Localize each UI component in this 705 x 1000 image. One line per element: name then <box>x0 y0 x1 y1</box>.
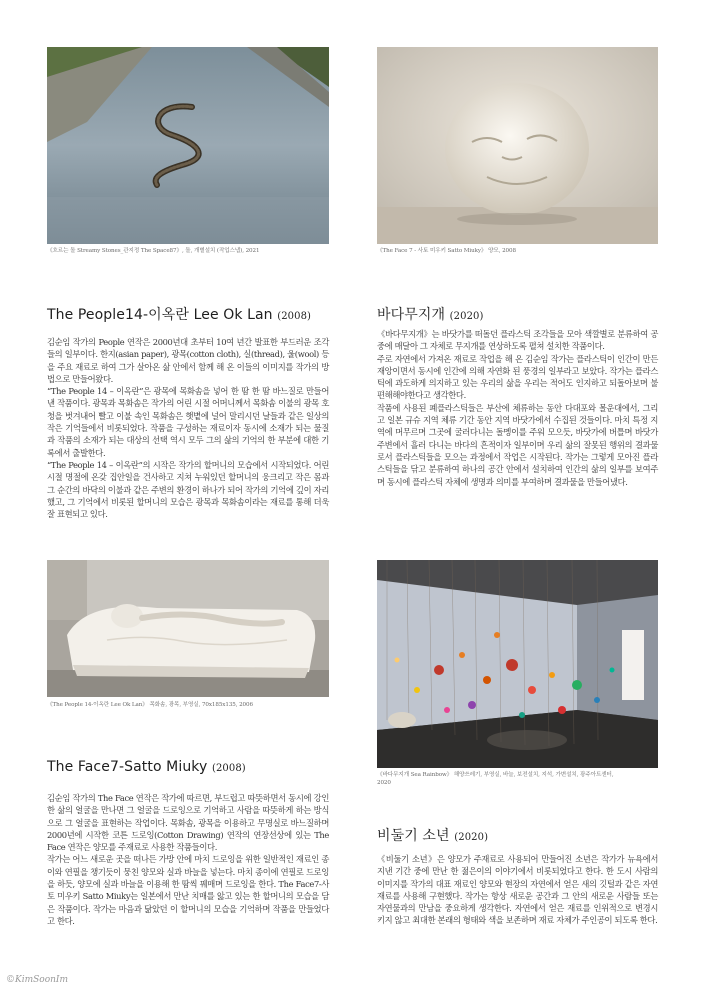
watermark-signature: ©KimSoonIm <box>6 975 69 985</box>
paragraph: 김순임 작가의 People 연작은 2000년대 초부터 10여 년간 발표한 부드러운 조각들의 일부이다. 한지(asian paper), 광목(cotton cloth), 실(thread), 울(wool) 등을 주요 재료로 하여 그가 살아온 삶 안에서 함께 해 온 이들의 이미지를 작가의 방법으로 만들어왔다. <box>47 337 329 384</box>
heading-rainbow <box>377 304 484 324</box>
paragraph: “The People 14 – 이옥란”은 광목에 목화솜을 넣어 한 땀 한 땀 바느질로 만들어낸 작품이다. 광목과 목화솜은 작가의 어린 시절 어머니께서 목화솜 이불의 광목 호청을 벗겨내어 빨고 이불 속인 목화솜은 햇볕에 널어 말리시던 날들과 같은 일상의 작은 기억들에서 비롯되었다. 작품을 구성하는 재료이자 동시에 소재가 되는 물질과 작품의 소재가 되는 대상의 선택 역시 모두 그의 삶의 기억의 한 부분에 대한 기록에서 출발한다. <box>47 386 329 458</box>
caption-face7: 《The Face 7 - 사토 미우키 Satto Miuky》 양모, 2008 <box>377 248 516 254</box>
paragraph: “The People 14 – 이옥란”의 시작은 작가의 할머니의 모습에서 시작되었다. 어린 시절 명절에 온갖 집안일을 건사하고 지쳐 누워있던 할머니의 웅크리고 작은 몸과 그 순간의 바닥의 이불과 같은 주변의 환경이 하나가 되어 작가의 기억에 깊이 자리했고, 그 기억에서 비롯된 할머니의 모습은 광목과 목화솜이라는 재료를 통해 더욱 잘 표현되고 있다. <box>47 459 329 520</box>
heading-rainbow-title: 바다무지개 <box>377 307 450 323</box>
heading-pigeon <box>377 825 488 845</box>
heading-rainbow-year: (2020) <box>449 311 484 322</box>
heading-face7-year: (2008) <box>211 763 246 774</box>
text-pigeon <box>377 853 658 927</box>
photo-sea-rainbow <box>377 560 658 768</box>
heading-people14-title: The People14-이옥란 Lee Ok Lan <box>47 307 278 323</box>
photo-people14 <box>47 560 329 697</box>
paragraph: 《비둘기 소년》은 양모가 주재료로 사용되어 만들어진 소년은 작가가 뉴욕에서 지낸 기간 중에 만난 한 젊은이의 이야기에서 비롯되었다고 한다. 한 도시 사람의 이미지를 작가의 대표 재료인 양모와 현장의 자연에서 얻은 새의 깃털과 같은 자연 재료를 사용해 구현했다. 작가는 항상 새로운 공간과 그 안의 새로운 사람들 또는 자연물과의 만남을 중요하게 생각한다. 자연에서 얻은 재료를 인위적으로 변경시키지 않고 최대한 본래의 형태와 색을 보존하며 재료 자체가 주인공이 되도록 한다. <box>377 854 658 926</box>
heading-pigeon-year: (2020) <box>454 832 489 843</box>
paragraph: 작가는 어느 새로운 곳을 떠나든 가방 안에 마치 드로잉을 위한 일반적인 재료인 종이와 연필을 챙기듯이 뭉친 양모와 실과 바늘을 넣는다. 마치 종이에 연필로 드로잉을 하듯, 양모에 실과 바늘을 이용해 한 땀씩 꿰매며 드로잉을 한다. The Face7-사토 미우키 Satto Miuky는 일본에서 만난 치매를 앓고 있는 한 할머니의 모습을 담은 작품이다. 작가는 마음과 닮았던 이 할머니의 모습을 기억하며 작품을 만들었다고 한다. <box>47 854 329 926</box>
paragraph: 작품에 사용된 폐플라스틱들은 부산에 체류하는 동안 다대포와 몰운대에서, 그리고 일본 규슈 지역 체류 기간 동안 지역 바닷가에서 수집된 것들이다. 마치 특정 지역에 머무르며 그곳에 굴러다니는 돌멩이를 주워 모으듯, 바닷가에 버틀며 바닷가 주변에서 흘러 다니는 바다의 흔적이자 일부이며 우리 삶의 잘못된 행위의 결과물로서 플라스틱들을 모으는 과정에서 작업은 시작된다. 작가는 그렇게 모아진 플라스틱들을 닦고 분류하여 하나의 공간 안에서 설치하여 인간의 삶의 일부를 보여주며 동시에 플라스틱 자체에 생명과 의미를 부여하며 결과물을 만들어냈다. <box>377 402 658 487</box>
paragraph: 주로 자연에서 가져온 재료로 작업을 해 온 김순임 작가는 플라스틱이 인간이 만든 재앙이면서 동시에 인간에 의해 자연화 된 풍경의 일부라고 보았다. 작가는 플라스틱에 과도하게 의지하고 있는 우리의 삶을 우리는 적어도 인지하고 되돌아보며 불편해해야한다고 생각한다. <box>377 353 658 401</box>
people14-image <box>47 560 329 697</box>
text-rainbow <box>377 328 658 488</box>
heading-people14-year: (2008) <box>277 311 312 322</box>
heading-pigeon-title: 비둘기 소년 <box>377 828 455 844</box>
paragraph: 김순임 작가의 The Face 연작은 작가에 따르면, 부드럽고 따뜻하면서 동시에 강인한 삶의 얼굴을 만나면 그 얼굴을 드로잉으로 기억하고 사람을 따뜻하게 하는 방식으로 그 얼굴을 표현하는 작업이다. 목화솜, 광목을 이용하고 무명실로 바느질하며 2000년에 시작한 코튼 드로잉(Cotton Drawing) 연작의 연장선상에 있는 The Face 연작은 양모를 주재료로 사용한 작품들이다. <box>47 793 329 853</box>
photo-face7 <box>377 47 658 244</box>
streamy-stones-image <box>47 47 329 244</box>
caption-sea-rainbow: 《바다무지개 Sea Rainbow》 해양쓰레기, 부영실, 바늘, 보전설치, 지석, 가변설치, 광주아트센터, 2020 <box>377 772 614 786</box>
caption-streamy-stones: 《흐르는 돌 Streamy Stones_관지정 The Space87》, 돌, 개별설치 (작업스냅), 2021 <box>47 248 260 254</box>
face7-image <box>377 47 658 244</box>
heading-people14 <box>47 304 311 324</box>
heading-face7 <box>47 759 246 775</box>
sea-rainbow-image <box>377 560 658 768</box>
text-face7 <box>47 792 329 927</box>
heading-face7-title: The Face7-Satto Miuky <box>47 759 212 775</box>
caption-people14: 《The People 14-이옥란 Lee Ok Lan》 목화솜, 광목, 부영실, 70x185x135, 2006 <box>47 702 253 708</box>
text-people14 <box>47 336 329 520</box>
photo-streamy-stones <box>47 47 329 244</box>
paragraph: 《바다무지개》는 바닷가를 떠돌던 플라스틱 조각들을 모아 색깔별로 분류하여 공중에 매달아 그 자체로 무지개를 연상하도록 펼쳐 설치한 작품이다. <box>377 329 658 352</box>
